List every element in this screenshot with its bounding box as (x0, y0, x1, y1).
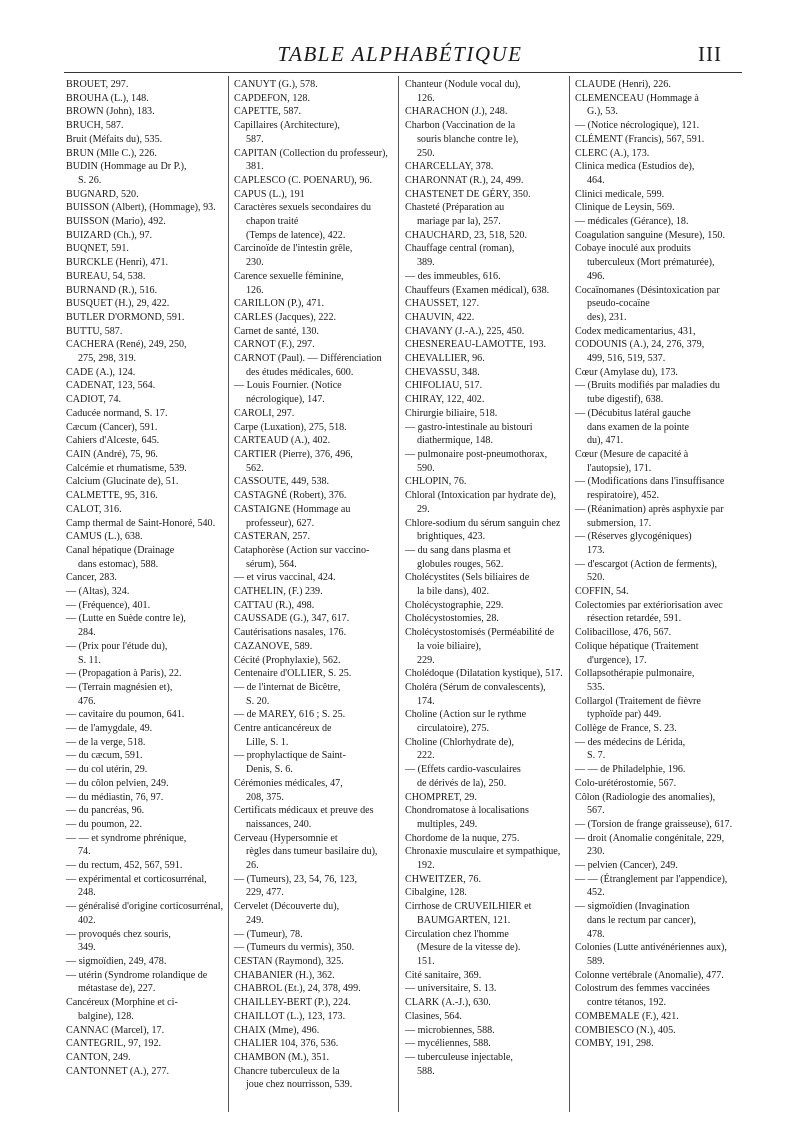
index-entry: — (Réserves glycogéniques) 173. (575, 531, 692, 556)
index-entry: CAPLESCO (C. POENARU), 96. (234, 174, 372, 186)
index-entry: — sigmoïdien (Invagination dans le rectum par cancer), 478. (575, 901, 697, 940)
index-entry: — (Tumeurs du vermis), 350. (234, 942, 355, 954)
index-entry: Cœur (Mesure de capacité à l'autopsie), 171. (575, 448, 689, 474)
index-entry: Carence sexuelle féminine, 126. (234, 270, 344, 296)
index-entry: Chloral (Intoxication par hydrate de), 29. (405, 490, 559, 515)
index-entry: Camp thermal de Saint-Honoré, 540. (66, 517, 216, 529)
index-entry: CLÉMENT (Francis), 567, 591. (575, 133, 705, 145)
index-entry: CHAUCHARD, 23, 518, 520. (405, 229, 527, 241)
index-entry: Cérémonies médicales, 47, 208, 375. (234, 777, 343, 803)
index-entry: — pulmonaire post-pneumothorax, 590. (405, 448, 550, 474)
index-entry: CAPDEFON, 128. (234, 92, 310, 104)
index-entry: — du cæcum, 591. (66, 750, 143, 762)
index-column-4 (575, 78, 733, 1051)
index-entry: BUREAU, 54, 538. (66, 270, 146, 282)
index-entry: Choline (Chlorhydrate de), 222. (405, 736, 515, 762)
index-entry: BUQNET, 591. (66, 243, 129, 255)
index-entry: CAPUS (L.), 191 (234, 188, 305, 200)
index-entry: CLARK (A.-J.), 630. (405, 997, 491, 1009)
index-entry: Canal hépatique (Drainage dans estomac), 588. (66, 544, 175, 570)
index-entry: — — (Étranglement par l'appendice), 452. (575, 873, 730, 899)
index-entry: CHARACHON (J.), 248. (405, 106, 508, 118)
index-entry: CHARONNAT (R.), 24, 499. (405, 174, 524, 186)
index-entry: CHAILLOT (L.), 123, 173. (234, 1010, 346, 1022)
index-entry: Carnet de santé, 130. (234, 325, 319, 337)
index-entry: CAROLI, 297. (234, 407, 295, 419)
index-entry: CAPITAN (Collection du professeur), 381. (234, 147, 391, 173)
index-entry: CHOMPRET, 29. (405, 791, 477, 803)
index-entry: BUISSON (Albert), (Hommage), 93. (66, 202, 216, 214)
index-entry: Chirurgie biliaire, 518. (405, 407, 498, 419)
index-entry: CAMUS (L.), 638. (66, 531, 143, 543)
index-entry: CODOUNIS (A.), 24, 276, 379, 499, 516, 519, 537. (575, 339, 705, 365)
index-entry: CHABROL (Et.), 24, 378, 499. (234, 983, 361, 995)
index-entry: CANTEGRIL, 97, 192. (66, 1038, 162, 1050)
index-entry: — (Notice nécrologique), 121. (575, 120, 700, 132)
index-entry: Chlore-sodium du sérum sanguin chez brightiques, 423. (405, 517, 563, 543)
index-entry: Cholédoque (Dilatation kystique), 517. (405, 668, 563, 680)
index-entry: CHIFOLIAU, 517. (405, 380, 483, 392)
index-entry: — cavitaire du poumon, 641. (66, 709, 185, 721)
index-entry: — médicales (Gérance), 18. (575, 216, 689, 228)
index-entry: — — et syndrome phrénique, 74. (66, 832, 187, 858)
index-entry: BURNAND (R.), 516. (66, 284, 158, 296)
index-entry: CHIRAY, 122, 402. (405, 394, 485, 406)
index-entry: Collapsothérapie pulmonaire, 535. (575, 668, 695, 693)
index-entry: Caducée normand, S. 17. (66, 407, 168, 419)
index-entry: CASTAGNÉ (Robert), 376. (234, 490, 347, 502)
index-entry: CARLES (Jacques), 222. (234, 311, 337, 323)
index-entry: BUDIN (Hommage au Dr P.), S. 26. (66, 161, 187, 186)
index-entry: CARTEAUD (A.), 402. (234, 435, 331, 447)
index-entry: — Louis Fournier. (Notice nécrologique), 147. (234, 380, 342, 406)
index-entry: — du côlon pelvien, 249. (66, 777, 169, 789)
index-entry: CATHELIN, (F.) 239. (234, 586, 323, 598)
index-entry: Cholécystostomies, 28. (405, 613, 499, 625)
index-entry: Cocaïnomanes (Désintoxication par pseudo-cocaïne des), 231. (575, 284, 720, 323)
index-entry: CHEVALLIER, 96. (405, 353, 485, 365)
index-entry: CARTIER (Pierre), 376, 496, 562. (234, 448, 353, 474)
index-entry: CHLOPIN, 76. (405, 476, 467, 488)
index-entry: — du col utérin, 29. (66, 764, 148, 776)
index-entry: COMBY, 191, 298. (575, 1038, 654, 1050)
index-entry: Centre anticancéreux de Lille, S. 1. (234, 723, 332, 748)
index-entry: — (Altas), 324. (66, 586, 130, 598)
index-entry: — universitaire, S. 13. (405, 983, 497, 995)
index-entry: Colonne vertébrale (Anomalie), 477. (575, 969, 724, 981)
index-entry: Cholécystites (Sels biliaires de la bile dans), 402. (405, 572, 530, 598)
index-entry: — de l'amygdale, 49. (66, 723, 153, 735)
index-entry: CHAIX (Mme), 496. (234, 1024, 320, 1036)
index-entry: — (Modifications dans l'insuffisance respiratoire), 452. (575, 476, 727, 502)
index-entry: CAPETTE, 587. (234, 106, 302, 118)
index-entry: CLAUDE (Henri), 226. (575, 79, 671, 90)
index-entry: BRUN (Mlle C.), 226. (66, 147, 157, 159)
page-number: III (698, 42, 722, 66)
index-entry: Clinica medica (Estudios de), 464. (575, 161, 695, 186)
index-entry: CANNAC (Marcel), 17. (66, 1024, 165, 1036)
index-entry: CARNOT (Paul). — Différenciation des études médicales, 600. (234, 353, 385, 378)
index-entry: BROUHA (L.), 148. (66, 92, 149, 104)
index-entry: — (Fréquence), 401. (66, 599, 151, 611)
index-entry: — des immeubles, 616. (405, 270, 501, 282)
index-entry: Chondromatose à localisations multiples, 249. (405, 805, 532, 830)
index-entry: CHAUVIN, 422. (405, 311, 475, 323)
index-entry: — du poumon, 22. (66, 818, 142, 830)
index-entry: — tuberculeuse injectable, 588. (405, 1051, 513, 1077)
index-entry: Caractères sexuels secondaires du chapon traité (Temps de latence), 422. (234, 202, 372, 241)
index-entry: Cahiers d'Alceste, 645. (66, 435, 160, 447)
index-entry: Chauffage central (roman), 389. (405, 243, 515, 269)
index-entry: Cirrhose de CRUVEILHIER et BAUMGARTEN, 121. (405, 901, 532, 926)
index-entry: CACHERA (René), 249, 250, 275, 298, 319. (66, 339, 187, 365)
column-divider (569, 76, 570, 1112)
index-entry: CHESNEREAU-LAMOTTE, 193. (405, 339, 547, 351)
index-entry: — expérimental et corticosurrénal, 248. (66, 873, 210, 899)
index-entry: CANTON, 249. (66, 1051, 131, 1063)
index-entry: — (Tumeur), 78. (234, 928, 303, 940)
index-entry: BRUCH, 587. (66, 120, 124, 132)
index-entry: Chauffeurs (Examen médical), 638. (405, 284, 550, 296)
index-entry: — (Prix pour l'étude du), S. 11. (66, 640, 168, 666)
index-entry: CANUYT (G.), 578. (234, 79, 318, 90)
index-entry: Cancer, 283. (66, 572, 117, 584)
index-entry: Calcium (Glucinate de), 51. (66, 476, 179, 488)
index-entry: — utérin (Syndrome rolandique de métastase de), 227. (66, 969, 210, 995)
index-entry: COMBEMALE (F.), 421. (575, 1010, 679, 1022)
index-entry: — du sang dans plasma et globules rouges, 562. (405, 544, 511, 570)
index-entry: Capillaires (Architecture), 587. (234, 120, 340, 145)
index-column-2 (234, 78, 392, 1092)
index-entry: Codex medicamentarius, 431, (575, 325, 696, 337)
index-entry: Coagulation sanguine (Mesure), 150. (575, 229, 725, 241)
index-entry: Colique hépatique (Traitement d'urgence), 17. (575, 640, 702, 666)
index-entry: — (Terrain magnésien et), 476. (66, 681, 173, 707)
index-entry: — d'escargot (Action de ferments), 520. (575, 558, 720, 584)
index-entry: Certificats médicaux et preuve des naissances, 240. (234, 805, 377, 830)
index-entry: — mycéliennes, 588. (405, 1038, 491, 1050)
index-entry: Colonies (Lutte antivénériennes aux), 589. (575, 942, 730, 967)
index-entry: BUGNARD, 520. (66, 188, 139, 200)
index-entry: CASTAIGNE (Hommage au professeur), 627. (234, 503, 351, 529)
index-entry: Cerveau (Hypersomnie et règles dans tumeur basilaire du), 26. (234, 832, 378, 872)
index-entry: CESTAN (Raymond), 325. (234, 956, 344, 967)
index-entry: Colectomies par extériorisation avec résection retardée, 591. (575, 599, 726, 625)
index-entry: — de MAREY, 616 ; S. 25. (234, 709, 346, 721)
index-entry: Colostrum des femmes vaccinées contre tétanos, 192. (575, 983, 713, 1009)
index-entry: Cholécystographie, 229. (405, 599, 504, 611)
index-entry: Cécité (Prophylaxie), 562. (234, 654, 341, 666)
index-entry: Calcémie et rhumatisme, 539. (66, 462, 187, 474)
index-entry: Clinici medicale, 599. (575, 188, 665, 200)
index-entry: COFFIN, 54. (575, 586, 629, 598)
index-entry: BUISSON (Mario), 492. (66, 216, 166, 228)
index-entry: BROUET, 297. (66, 79, 129, 90)
index-entry: CASSOUTE, 449, 538. (234, 476, 330, 488)
index-entry: Choléra (Sérum de convalescents), 174. (405, 681, 549, 707)
index-entry: CHWEITZER, 76. (405, 873, 481, 885)
header-rule (64, 72, 742, 73)
index-entry: CADENAT, 123, 564. (66, 380, 156, 392)
column-divider (398, 76, 399, 1112)
index-entry: Clasines, 564. (405, 1010, 462, 1022)
index-entry: Centenaire d'OLLIER, S. 25. (234, 668, 352, 680)
index-entry: CAIN (André), 75, 96. (66, 448, 158, 460)
index-entry: Colibacillose, 476, 567. (575, 627, 672, 639)
index-entry: — (Effets cardio-vasculaires de dérivés de la), 250. (405, 764, 521, 789)
index-entry: Cervelet (Découverte du), 249. (234, 901, 340, 926)
index-entry: CLERC (A.), 173. (575, 147, 650, 159)
index-entry: Choline (Action sur le rythme circulatoire), 275. (405, 709, 527, 735)
index-column-3 (405, 78, 563, 1078)
index-entry: Chancre tuberculeux de la joue chez nourrisson, 539. (234, 1065, 353, 1091)
index-entry: Carcinoïde de l'intestin grêle, 230. (234, 243, 353, 269)
index-entry: CHAILLEY-BERT (P.), 224. (234, 997, 351, 1009)
index-entry: CAZANOVE, 589. (234, 640, 313, 652)
index-entry: CHEVASSU, 348. (405, 366, 480, 378)
index-entry: BUTLER D'ORMOND, 591. (66, 311, 185, 323)
index-entry: COMBIESCO (N.), 405. (575, 1024, 676, 1036)
index-entry: BURCKLE (Henri), 471. (66, 257, 169, 269)
index-entry: — sigmoïdien, 249, 478. (66, 956, 167, 967)
index-entry: — — de Philadelphie, 196. (575, 764, 686, 776)
index-entry: CALMETTE, 95, 316. (66, 490, 158, 502)
index-column-1 (66, 78, 224, 1078)
index-entry: CADIOT, 74. (66, 394, 122, 406)
index-entry: Circulation chez l'homme (Mesure de la vitesse de). 151. (405, 928, 521, 967)
index-entry: — du pancréas, 96. (66, 805, 145, 817)
index-entry: CHAUSSET, 127. (405, 298, 480, 310)
index-entry: Cautérisations nasales, 176. (234, 627, 347, 639)
index-entry: Cobaye inoculé aux produits tuberculeux (Mort prématurée), 496. (575, 243, 715, 282)
index-entry: — de la verge, 518. (66, 736, 146, 748)
index-entry: CANTONNET (A.), 277. (66, 1065, 170, 1077)
column-divider (228, 76, 229, 1112)
index-entry: CATTAU (R.), 498. (234, 599, 315, 611)
index-entry: Cataphorèse (Action sur vaccino-sérum), 564. (234, 544, 370, 570)
index-entry: Cibalgine, 128. (405, 887, 467, 899)
index-entry: Charbon (Vaccination de la souris blanche contre le), 250. (405, 120, 519, 159)
index-entry: — des médecins de Lérida, S. 7. (575, 736, 686, 762)
index-entry: CALOT, 316. (66, 503, 122, 515)
index-entry: CAUSSADE (G.), 347, 617. (234, 613, 350, 625)
running-title: TABLE ALPHABÉTIQUE (277, 42, 523, 66)
index-entry: CHALIER 104, 376, 536. (234, 1038, 339, 1050)
index-entry: Côlon (Radiologie des anomalies), 567. (575, 791, 718, 817)
index-entry: Clinique de Leysin, 569. (575, 202, 675, 214)
index-entry: CHAMBON (M.), 351. (234, 1051, 330, 1063)
index-entry: Chanteur (Nodule vocal du), 126. (405, 79, 521, 104)
index-entry: CASTERAN, 257. (234, 531, 310, 543)
index-entry: — (Lutte en Suède contre le), 284. (66, 613, 186, 639)
index-entry: Collège de France, S. 23. (575, 723, 677, 735)
index-entry: BUSQUET (H.), 29, 422. (66, 298, 170, 310)
index-entry: Cœur (Amylase du), 173. (575, 366, 678, 378)
index-entry: Cité sanitaire, 369. (405, 969, 482, 981)
index-entry: CHABANIER (H.), 362. (234, 969, 335, 981)
index-entry: — (Décubitus latéral gauche dans examen de la pointe du), 471. (575, 407, 691, 447)
index-entry: CHASTENET DE GÉRY, 350. (405, 188, 531, 200)
index-entry: Carpe (Luxation), 275, 518. (234, 421, 347, 433)
index-entry: BUTTU, 587. (66, 325, 123, 337)
index-entry: — gastro-intestinale au bistouri diathermique, 148. (405, 421, 536, 447)
index-entry: Chronaxie musculaire et sympathique, 192. (405, 846, 563, 872)
index-entry: — microbiennes, 588. (405, 1024, 495, 1036)
index-entry: — de l'internat de Bicêtre, S. 20. (234, 681, 341, 707)
index-entry: — provoqués chez souris, 349. (66, 928, 171, 954)
index-entry: Cholécystostomisés (Perméabilité de la voie biliaire), 229. (405, 627, 555, 666)
index-entry: CARILLON (P.), 471. (234, 298, 325, 310)
index-entry: — et virus vaccinal, 424. (234, 572, 336, 584)
index-entry: Cæcum (Cancer), 591. (66, 421, 158, 433)
index-entry: — pelvien (Cancer), 249. (575, 860, 678, 872)
index-entry: CHAVANY (J.-A.), 225, 450. (405, 325, 525, 337)
index-entry: Bruit (Méfaits du), 535. (66, 133, 163, 145)
index-entry: Collargol (Traitement de fièvre typhoïde par) 449. (575, 695, 704, 721)
index-entry: Cancéreux (Morphine et ci- balgine), 128. (66, 997, 178, 1022)
index-entry: CARNOT (F.), 297. (234, 339, 315, 351)
index-entry: — droit (Anomalie congénitale, 229, 230. (575, 832, 727, 858)
index-entry: BUIZARD (Ch.), 97. (66, 229, 153, 241)
index-entry: — (Réanimation) après asphyxie par submersion, 17. (575, 503, 727, 529)
index-entry: CLEMENCEAU (Hommage à G.), 53. (575, 92, 699, 118)
index-entry: — prophylactique de Saint- Denis, S. 6. (234, 750, 346, 776)
index-entry: — (Tumeurs), 23, 54, 76, 123, 229, 477. (234, 873, 357, 899)
index-entry: Chasteté (Préparation au mariage par la), 257. (405, 202, 505, 228)
index-entry: — (Propagation à Paris), 22. (66, 668, 182, 680)
index-entry: — du médiastin, 76, 97. (66, 791, 164, 803)
index-entry: — (Torsion de frange graisseuse), 617. (575, 818, 733, 830)
index-entry: CADE (A.), 124. (66, 366, 136, 378)
index-entry: — (Bruits modifiés par maladies du tube digestif), 638. (575, 380, 723, 406)
index-entry: CHARCELLAY, 378. (405, 161, 494, 173)
index-entry: BROWN (John), 183. (66, 106, 155, 118)
index-entry: Chordome de la nuque, 275. (405, 832, 520, 844)
index-entry: Colo-urétérostomie, 567. (575, 777, 677, 789)
index-entry: — généralisé d'origine corticosurrénal, 402. (66, 901, 226, 926)
index-entry: — du rectum, 452, 567, 591. (66, 860, 183, 872)
